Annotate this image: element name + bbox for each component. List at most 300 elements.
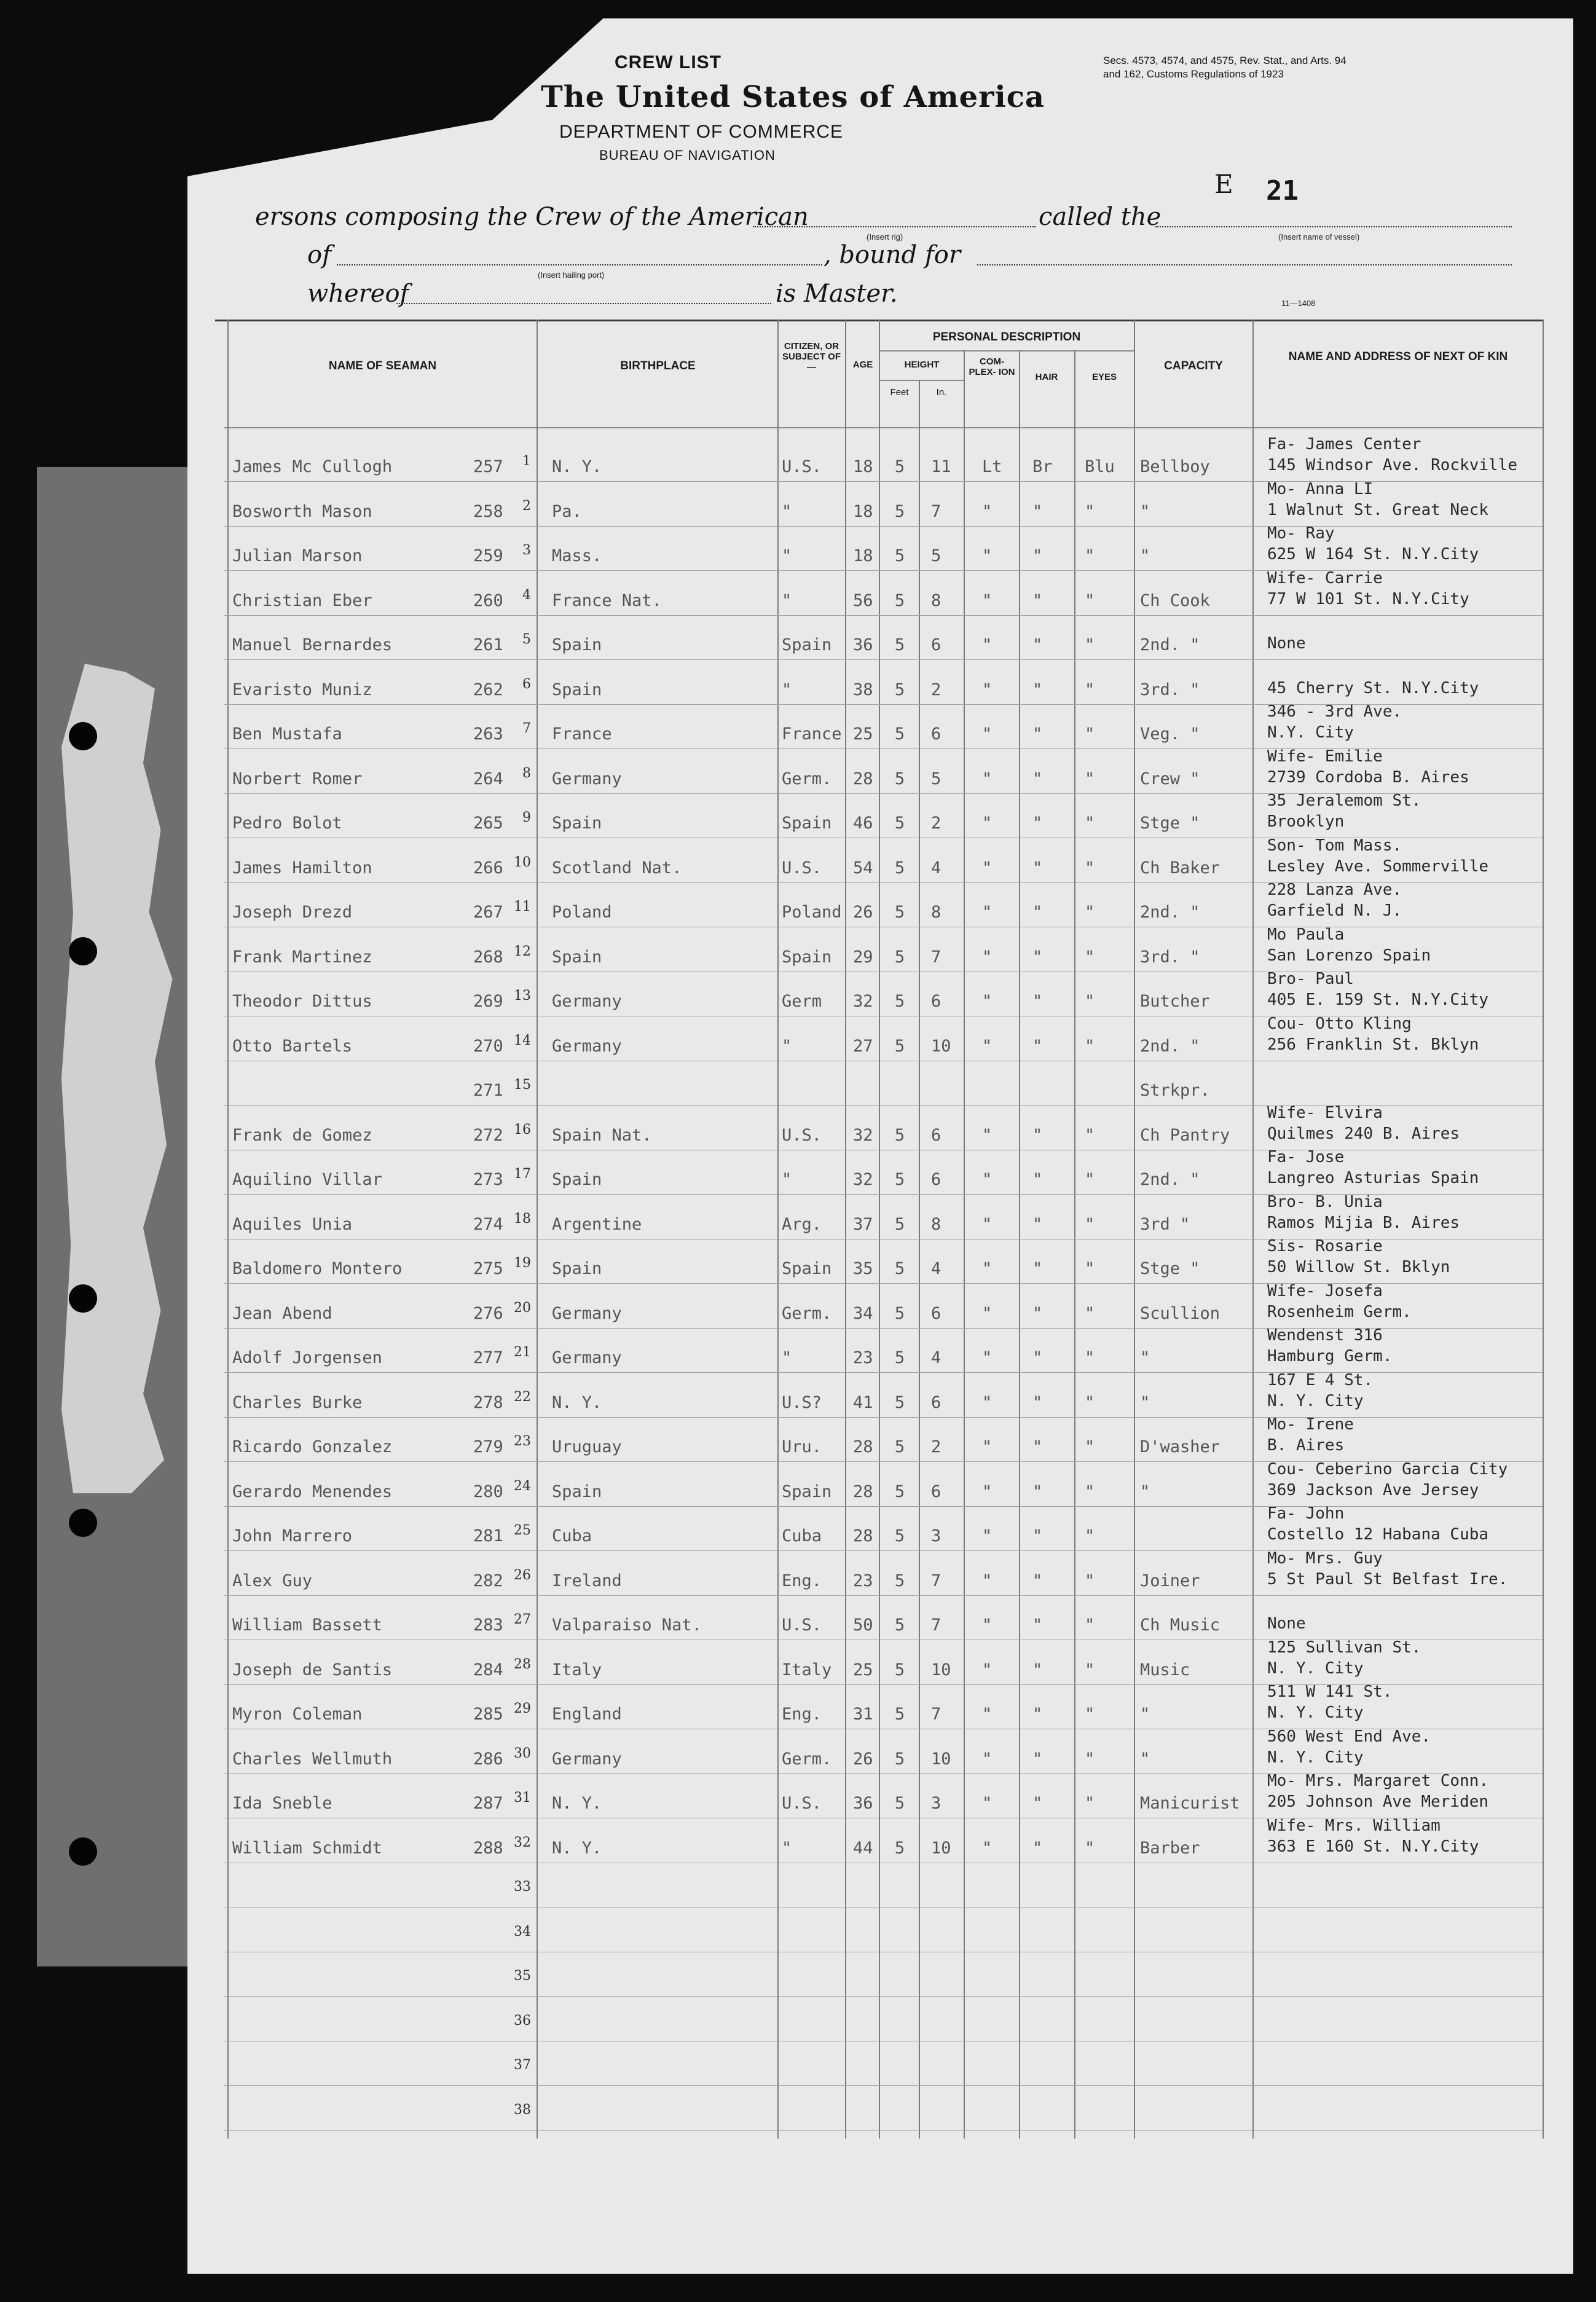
capacity: 2nd. " [1140,635,1200,654]
capacity: Bellboy [1140,457,1210,476]
capacity: 3rd " [1140,1214,1190,1234]
complexion: " [982,858,993,878]
complexion: " [982,903,993,922]
hair-color: " [1032,680,1043,699]
seaman-name: Baldomero Montero [232,1259,403,1278]
age: 50 [853,1616,873,1635]
line-number: 17 [514,1166,531,1182]
line-number: 34 [514,1923,531,1939]
seaman-number: 272 [473,1125,503,1145]
height-feet: 5 [894,814,905,833]
binder-hole [69,937,97,965]
seaman-number: 283 [473,1616,503,1635]
line-number: 25 [514,1523,531,1538]
next-of-kin-line-2: Langreo Asturias Spain [1267,1169,1479,1187]
line-number: 14 [514,1032,531,1048]
age: 32 [853,992,873,1011]
citizenship: Arg. [782,1214,822,1234]
next-of-kin-line-1: 511 W 141 St. [1267,1683,1393,1701]
age: 34 [853,1303,873,1323]
next-of-kin-line-2: Garfield N. J. [1267,902,1402,920]
header-bottom-rule [224,427,1543,428]
line-number: 32 [514,1834,531,1850]
eye-color: " [1085,546,1095,565]
binder-hole [69,1509,97,1537]
col-divider [1074,350,1075,2139]
row-rule [224,526,1543,527]
next-of-kin-line-1: Mo- Ray [1267,524,1335,543]
eye-color: " [1085,1348,1095,1367]
age: 25 [853,1660,873,1679]
destination-line [977,264,1512,265]
next-of-kin-line-2: 2739 Cordoba B. Aires [1267,768,1469,787]
col-header-kin: NAME AND ADDRESS OF NEXT OF KIN [1288,350,1508,363]
height-feet: 5 [894,992,905,1011]
seaman-number: 258 [473,501,503,521]
seaman-name: Bosworth Mason [232,501,372,521]
age: 18 [853,546,873,565]
binder-hole [69,1284,97,1313]
next-of-kin-line-1: Bro- B. Unia [1267,1192,1383,1211]
height-feet: 5 [894,1437,905,1456]
next-of-kin-line-2: 5 St Paul St Belfast Ire. [1267,1569,1508,1589]
height-inches: 7 [931,1571,941,1590]
complexion: Lt [982,457,1002,476]
next-of-kin-line-1: Mo- Anna LI [1267,479,1374,498]
birthplace: Valparaiso Nat. [552,1616,702,1635]
height-inches: 3 [931,1526,941,1546]
next-of-kin-line-1: Fa- John [1267,1504,1345,1523]
port-hint: (Insert hailing port) [538,270,605,280]
hair-color: " [1032,858,1043,878]
birthplace: Germany [552,992,622,1011]
height-inches: 11 [931,457,951,476]
birthplace: Argentine [552,1214,642,1234]
seaman-name: William Schmidt [232,1838,382,1858]
citizenship: Spain [782,635,832,654]
age: 54 [853,858,873,878]
birthplace: Ireland [552,1571,622,1590]
hair-color: " [1032,1838,1043,1858]
height-feet: 5 [894,1660,905,1679]
seaman-number: 260 [473,591,503,610]
col-header-eyes: EYES [1091,372,1117,382]
height-feet: 5 [894,1393,905,1412]
complexion: " [982,1571,993,1590]
line-number: 26 [514,1567,531,1583]
next-of-kin-line-1: Wife- Mrs. William [1267,1816,1441,1835]
line-number: 4 [522,587,531,603]
next-of-kin-line-2: 205 Johnson Ave Meriden [1267,1793,1489,1811]
hair-color: " [1032,769,1043,788]
eye-color: " [1085,903,1095,922]
line-number: 36 [514,2013,531,2029]
age: 23 [853,1348,873,1367]
seaman-number: 266 [473,858,503,878]
capacity: Stge " [1140,1259,1200,1278]
next-of-kin-line-2: Quilmes 240 B. Aires [1267,1124,1460,1143]
seaman-name: Alex Guy [232,1571,313,1590]
age: 35 [853,1259,873,1278]
hair-color: " [1032,1303,1043,1323]
height-inches: 2 [931,680,941,699]
height-feet: 5 [894,1259,905,1278]
complexion: " [982,1526,993,1546]
citizenship: Italy [782,1660,832,1679]
next-of-kin-line-1: Wife- Elvira [1267,1103,1383,1122]
next-of-kin-line-1: Fa- James Center [1267,435,1421,454]
line-number: 18 [514,1211,531,1227]
eye-color: " [1085,1125,1095,1145]
hair-color: " [1032,1571,1043,1590]
line-number: 29 [514,1701,531,1716]
birthplace: N. Y. [552,1838,602,1858]
col-header-capacity: CAPACITY [1164,359,1223,372]
next-of-kin-line-1: 35 Jeralemom St. [1267,792,1421,810]
height-inches: 6 [931,635,941,654]
complexion: " [982,1125,993,1145]
citizenship: U.S. [782,1616,822,1635]
birthplace: France [552,725,612,744]
age: 37 [853,1214,873,1234]
birthplace: N. Y. [552,1794,602,1813]
citizenship: Eng. [782,1705,822,1724]
eye-color: " [1085,1794,1095,1813]
capacity: 3rd. " [1140,680,1200,699]
complexion: " [982,1170,993,1189]
seaman-name: Aquilino Villar [232,1170,382,1189]
next-of-kin-line-1: Fa- Jose [1267,1148,1345,1166]
complexion: " [982,680,993,699]
height-inches: 6 [931,1125,941,1145]
height-feet: 5 [894,1214,905,1234]
row-rule [224,659,1543,660]
eye-color: " [1085,1571,1095,1590]
age: 25 [853,725,873,744]
capacity: Scullion [1140,1303,1221,1323]
line-number: 8 [522,765,531,781]
birthplace: Spain [552,1170,602,1189]
next-of-kin-line-1: Mo- Mrs. Margaret Conn. [1267,1772,1489,1790]
line-number: 27 [514,1612,531,1627]
hair-color: " [1032,903,1043,922]
seaman-number: 268 [473,947,503,967]
seaman-number: 285 [473,1705,503,1724]
seaman-number: 284 [473,1660,503,1679]
complexion: " [982,1482,993,1501]
col-divider [879,320,880,2139]
line-number: 24 [514,1478,531,1494]
personal-subrule [879,350,1134,352]
capacity: " [1140,546,1150,565]
seaman-name: Adolf Jorgensen [232,1348,382,1367]
height-feet: 5 [894,858,905,878]
age: 27 [853,1036,873,1056]
height-inches: 3 [931,1794,941,1813]
height-feet: 5 [894,1838,905,1858]
line-number: 13 [514,988,531,1004]
hair-color: " [1032,814,1043,833]
complexion: " [982,947,993,967]
vessel-name-line [1155,226,1512,227]
row-rule [224,1996,1543,1997]
next-of-kin-line-2: 369 Jackson Ave Jersey [1267,1480,1479,1499]
complexion: " [982,1437,993,1456]
hair-color: " [1032,992,1043,1011]
height-feet: 5 [894,680,905,699]
seaman-number: 259 [473,546,503,565]
binder-hole [69,722,97,750]
eye-color: " [1085,1214,1095,1234]
seaman-name: Julian Marson [232,546,363,565]
seaman-name: Pedro Bolot [232,814,342,833]
col-divider [919,380,920,2139]
line-number: 22 [514,1389,531,1405]
hair-color: " [1032,1526,1043,1546]
col-header-feet: Feet [890,387,909,398]
height-feet: 5 [894,1303,905,1323]
vessel-hint: (Insert name of vessel) [1278,232,1360,242]
height-inches: 4 [931,1348,941,1367]
citizenship: " [782,546,792,565]
row-rule [224,1595,1543,1596]
preamble-line-2b: , bound for [824,241,961,269]
capacity: 2nd. " [1140,1036,1200,1056]
next-of-kin-line-2: Lesley Ave. Sommerville [1267,857,1489,876]
hailing-port-line [337,264,822,265]
seaman-name: Manuel Bernardes [232,635,393,654]
next-of-kin-line-2: 1 Walnut St. Great Neck [1267,500,1489,519]
capacity: Veg. " [1140,725,1200,744]
col-divider [537,320,538,2139]
birthplace: Poland [552,903,612,922]
next-of-kin-line-2: 625 W 164 St. N.Y.City [1267,545,1479,564]
line-number: 2 [522,498,531,514]
eye-color: " [1085,1170,1095,1189]
next-of-kin-line-2: None [1267,634,1306,653]
next-of-kin-line-2: None [1267,1614,1306,1633]
col-header-name: NAME OF SEAMAN [328,359,437,372]
hair-color: " [1032,1036,1043,1056]
col-header-birthplace: BIRTHPLACE [620,359,696,372]
height-inches: 8 [931,591,941,610]
next-of-kin-line-2: 145 Windsor Ave. Rockville [1267,456,1517,474]
height-inches: 8 [931,903,941,922]
row-rule [224,2130,1543,2131]
height-inches: 6 [931,1393,941,1412]
preamble-line-3b: is Master. [776,280,898,308]
next-of-kin-line-2: Brooklyn [1267,812,1345,831]
birthplace: Germany [552,1036,622,1056]
seaman-number: 270 [473,1036,503,1056]
eye-color: " [1085,992,1095,1011]
age: 38 [853,680,873,699]
citizenship: " [782,501,792,521]
height-inches: 5 [931,546,941,565]
height-inches: 6 [931,1303,941,1323]
row-rule [224,615,1543,616]
birthplace: Spain [552,1482,602,1501]
next-of-kin-line-1: Wife- Emilie [1267,747,1383,766]
seaman-name: Otto Bartels [232,1036,353,1056]
hair-color: " [1032,1214,1043,1234]
complexion: " [982,1838,993,1858]
eye-color: " [1085,1259,1095,1278]
height-inches: 2 [931,814,941,833]
age: 28 [853,1482,873,1501]
citizenship: Eng. [782,1571,822,1590]
height-inches: 10 [931,1838,951,1858]
preamble-line-3a: whereof [307,280,409,308]
print-code: 11—1408 [1281,299,1316,308]
col-header-age: AGE [852,359,873,370]
citizenship: Germ. [782,1303,832,1323]
seaman-number: 273 [473,1170,503,1189]
line-number: 30 [514,1745,531,1761]
seaman-number: 276 [473,1303,503,1323]
height-feet: 5 [894,1616,905,1635]
next-of-kin-line-1: 560 West End Ave. [1267,1727,1431,1746]
birthplace: Spain Nat. [552,1125,652,1145]
seaman-name: Joseph de Santis [232,1660,393,1679]
hair-color: " [1032,1437,1043,1456]
capacity: Stge " [1140,814,1200,833]
birthplace: France Nat. [552,591,662,610]
citizenship: Cuba [782,1526,822,1546]
seaman-number: 287 [473,1794,503,1813]
rig-line [753,226,1036,227]
complexion: " [982,725,993,744]
height-feet: 5 [894,1125,905,1145]
birthplace: Spain [552,680,602,699]
age: 36 [853,635,873,654]
complexion: " [982,546,993,565]
birthplace: Pa. [552,501,582,521]
birthplace: Scotland Nat. [552,858,682,878]
complexion: " [982,1348,993,1367]
age: 29 [853,947,873,967]
eye-color: " [1085,1838,1095,1858]
next-of-kin-line-1: 346 - 3rd Ave. [1267,702,1402,721]
page-number: 21 [1266,175,1299,206]
eye-color: " [1085,635,1095,654]
complexion: " [982,1660,993,1679]
eye-color: " [1085,501,1095,521]
capacity: " [1140,501,1150,521]
eye-color: " [1085,814,1095,833]
col-header-citizen: CITIZEN, OR SUBJECT OF— [782,341,841,372]
citizenship: France [782,725,842,744]
next-of-kin-line-1: 167 E 4 St. [1267,1370,1374,1389]
seaman-number: 278 [473,1393,503,1412]
citizenship: Poland [782,903,842,922]
capacity: Butcher [1140,992,1210,1011]
eye-color: " [1085,947,1095,967]
hair-color: " [1032,1794,1043,1813]
height-feet: 5 [894,546,905,565]
eye-color: " [1085,1303,1095,1323]
hair-color: " [1032,591,1043,610]
birthplace: Spain [552,1259,602,1278]
seaman-name: John Marrero [232,1526,353,1546]
col-divider [1252,320,1254,2139]
height-feet: 5 [894,1571,905,1590]
capacity: D'washer [1140,1437,1221,1456]
capacity: 3rd. " [1140,947,1200,967]
height-feet: 5 [894,1749,905,1769]
next-of-kin-line-2: 50 Willow St. Bklyn [1267,1258,1450,1276]
birthplace: Spain [552,947,602,967]
citizenship: " [782,1036,792,1056]
height-inches: 6 [931,725,941,744]
height-inches: 6 [931,992,941,1011]
height-inches: 6 [931,1482,941,1501]
birthplace: N. Y. [552,1393,602,1412]
seaman-number: 274 [473,1214,503,1234]
age: 28 [853,769,873,788]
next-of-kin-line-2: Rosenheim Germ. [1267,1302,1412,1321]
age: 41 [853,1393,873,1412]
seaman-name: Evaristo Muniz [232,680,372,699]
line-number: 16 [514,1122,531,1137]
seaman-name: Ben Mustafa [232,725,342,744]
age: 31 [853,1705,873,1724]
height-inches: 7 [931,947,941,967]
next-of-kin-line-2: Ramos Mijia B. Aires [1267,1213,1460,1232]
hair-color: " [1032,635,1043,654]
next-of-kin-line-1: Cou- Ceberino Garcia City [1267,1459,1508,1479]
complexion: " [982,501,993,521]
birthplace: Germany [552,1749,622,1769]
eye-color: " [1085,1036,1095,1056]
col-header-inches: In. [936,387,947,398]
hair-color: " [1032,1482,1043,1501]
age: 44 [853,1838,873,1858]
next-of-kin-line-2: B. Aires [1267,1436,1345,1455]
line-number: 10 [514,854,531,870]
form-letter: E [1214,169,1233,199]
height-inches: 4 [931,858,941,878]
next-of-kin-line-1: Mo- Irene [1267,1415,1354,1434]
line-number: 1 [522,454,531,469]
citizenship: U.S. [782,457,822,476]
age: 28 [853,1437,873,1456]
height-inches: 10 [931,1660,951,1679]
seaman-number: 281 [473,1526,503,1546]
citizenship: Germ. [782,769,832,788]
citizenship: U.S? [782,1393,822,1412]
capacity: " [1140,1749,1150,1769]
line-number: 11 [514,899,531,914]
seaman-name: Joseph Drezd [232,903,353,922]
next-of-kin-line-2: Hamburg Germ. [1267,1347,1393,1365]
capacity: Ch Baker [1140,858,1221,878]
line-number: 20 [514,1300,531,1316]
height-inches: 4 [931,1259,941,1278]
line-number: 35 [514,1968,531,1984]
citizenship: Spain [782,814,832,833]
next-of-kin-line-2: N.Y. City [1267,723,1354,742]
eye-color: " [1085,1660,1095,1679]
seaman-number: 257 [473,457,503,476]
capacity: Ch Music [1140,1616,1221,1635]
col-divider [777,320,779,2139]
birthplace: Uruguay [552,1437,622,1456]
birthplace: Mass. [552,546,602,565]
col-divider [1134,320,1135,2139]
next-of-kin-line-1: Wendenst 316 [1267,1326,1383,1345]
eye-color: " [1085,1705,1095,1724]
